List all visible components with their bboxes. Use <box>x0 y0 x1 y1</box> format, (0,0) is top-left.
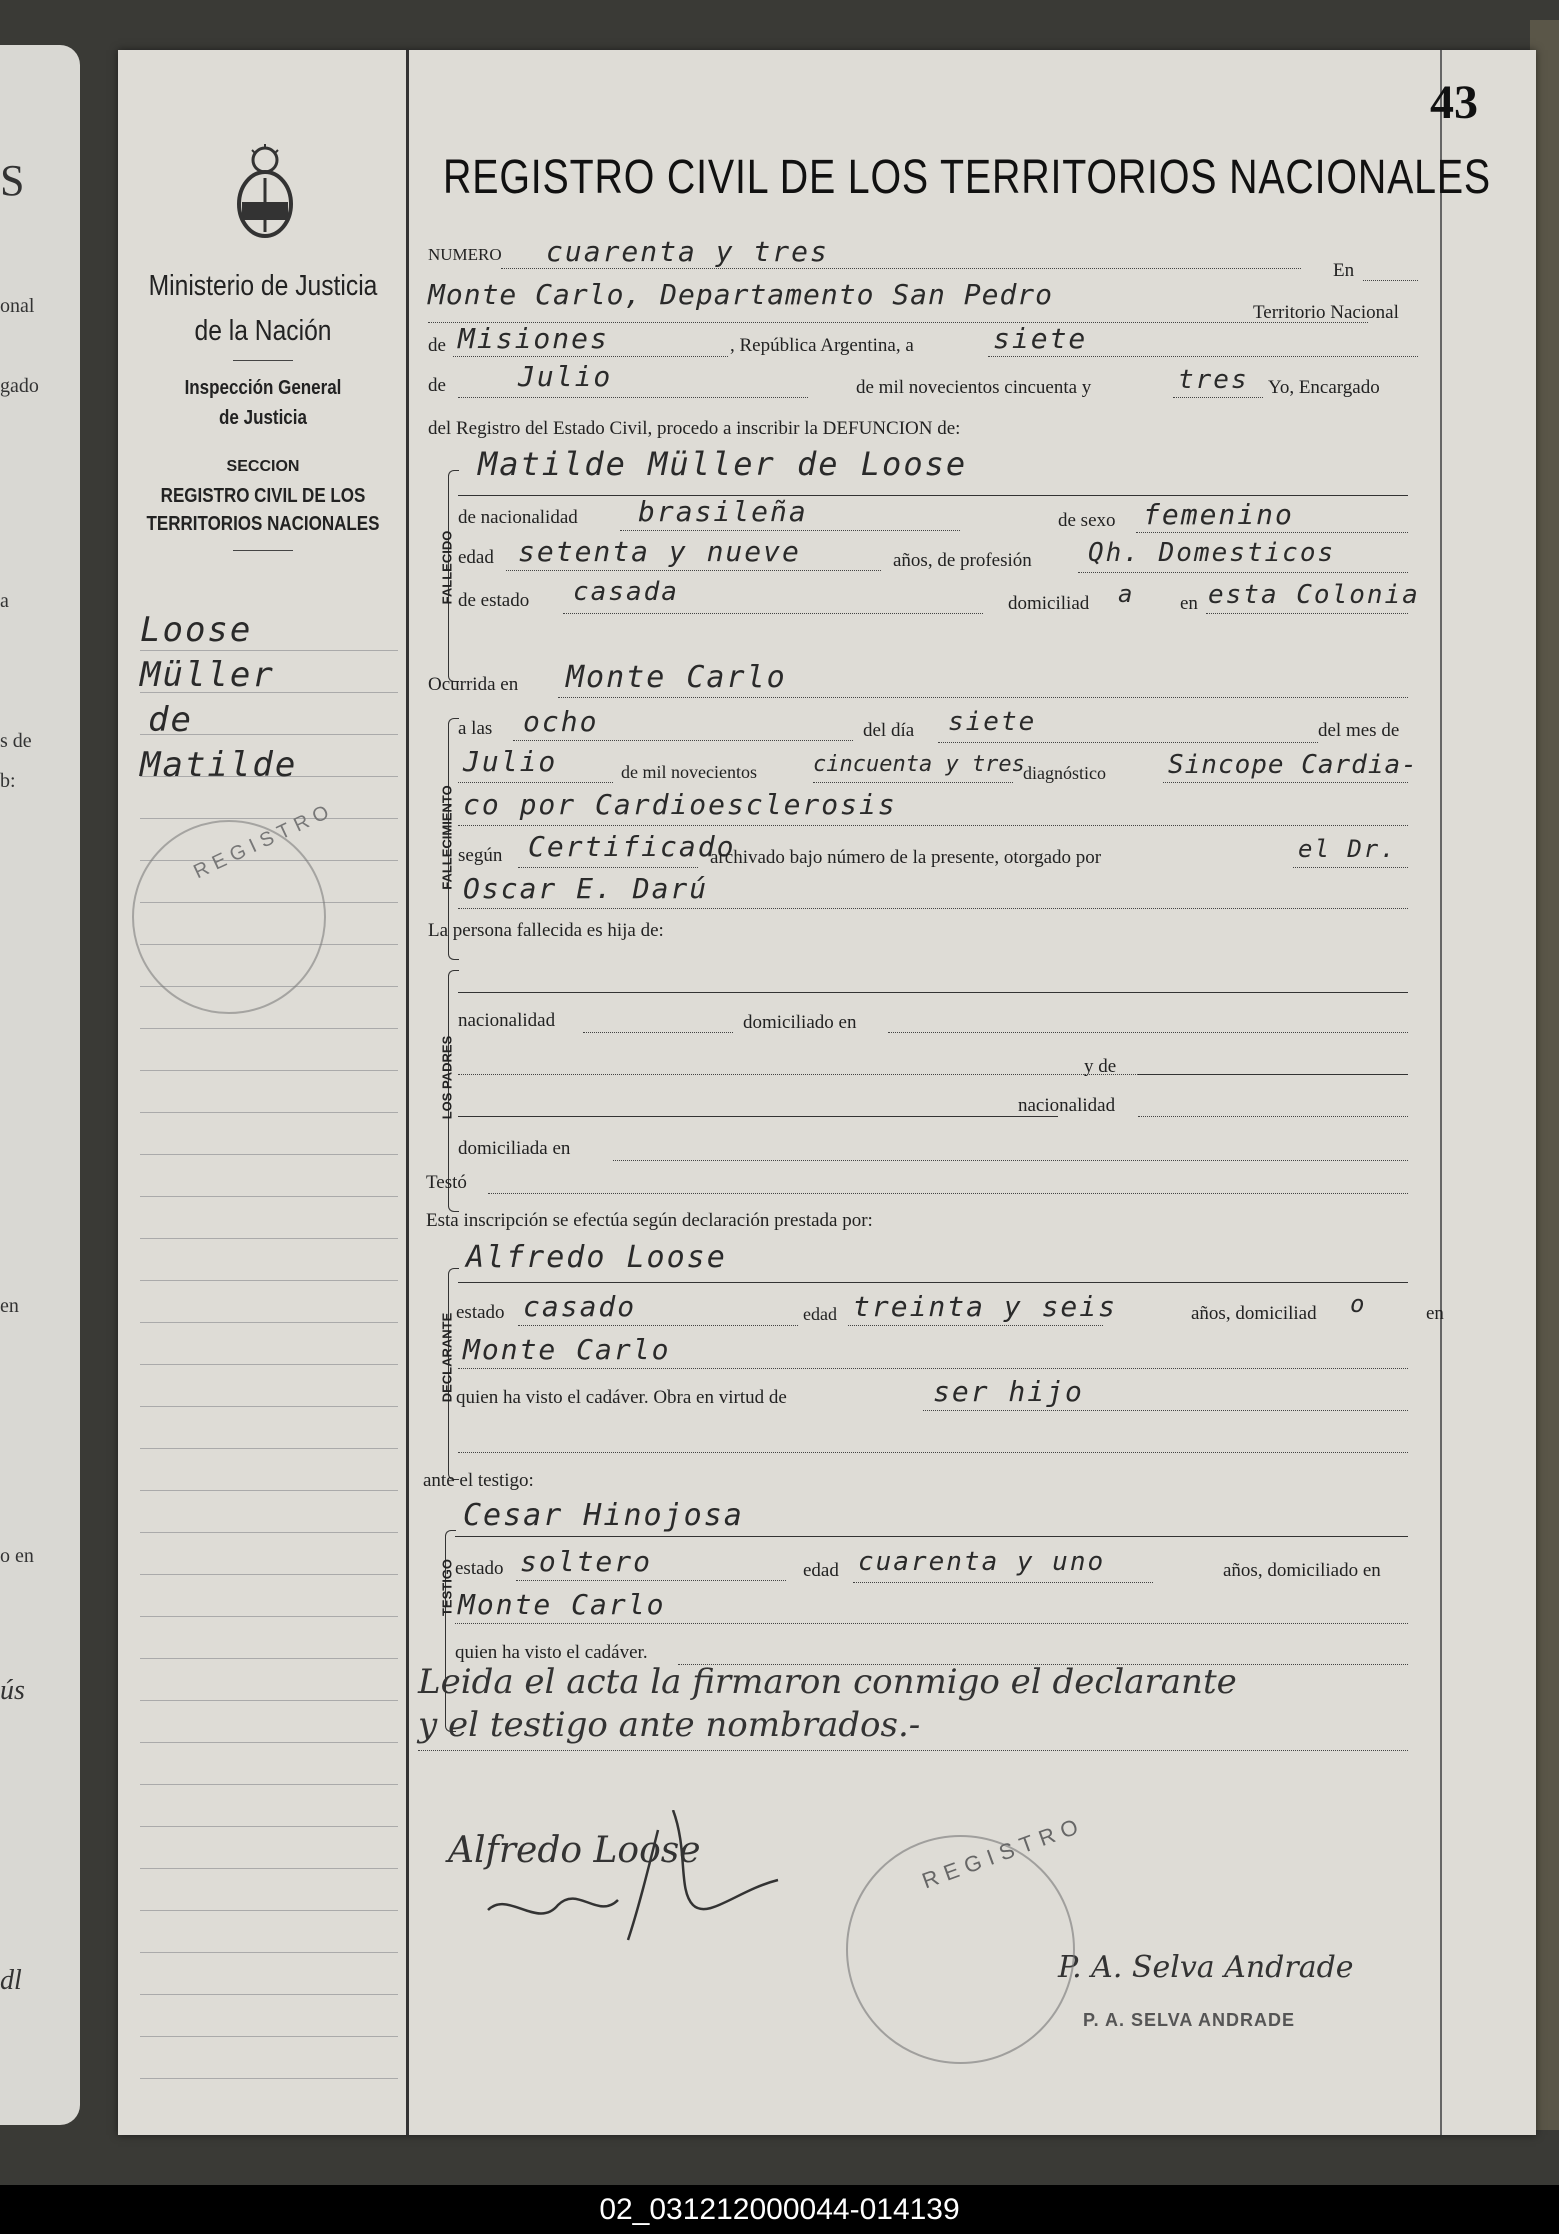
margin-name-line: de <box>148 700 193 740</box>
ocurrida-value: Monte Carlo <box>566 660 787 695</box>
estado-line <box>563 613 983 614</box>
testigo-section-label: TESTIGO <box>439 1558 455 1617</box>
ocurrida-label: Ocurrida en <box>428 674 519 695</box>
numero-label: NUMERO <box>428 245 502 264</box>
fallecido-section-label: FALLECIDO <box>439 530 455 605</box>
declarante-edad-label: edad <box>803 1304 837 1324</box>
declarante-domicilio-value: Monte Carlo <box>463 1333 671 1366</box>
dia-line <box>938 742 1318 743</box>
edad-value: setenta y nueve <box>518 535 801 568</box>
declarante-domiciliado-label: años, domiciliad <box>1191 1303 1317 1324</box>
testigo-edad-line <box>853 1582 1153 1583</box>
adjacent-fragment: en <box>0 1295 19 1317</box>
anio-value: cincuenta y tres <box>813 752 1025 777</box>
numero-line <box>501 268 1301 269</box>
margin-name-line: Matilde <box>140 745 298 785</box>
adjacent-fragment: s de <box>0 730 32 752</box>
margin-ruled-line <box>140 1700 398 1701</box>
diagnostico-value2: co por Cardioesclerosis <box>463 788 897 821</box>
madre-name-line <box>1138 1074 1408 1075</box>
month-value: Julio <box>518 360 613 393</box>
mes-line <box>458 782 613 783</box>
padres-nacionalidad2-label: nacionalidad <box>1018 1095 1116 1116</box>
padres-nacionalidad-label: nacionalidad <box>458 1010 556 1031</box>
margin-ruled-line <box>140 1658 398 1659</box>
diagnostico-line1 <box>1163 782 1408 783</box>
testigo-domicilio-value: Monte Carlo <box>458 1588 666 1621</box>
margin-ruled-line <box>140 1952 398 1953</box>
dia-label: del día <box>863 720 915 741</box>
ocurrida-line <box>558 697 1408 698</box>
margin-name-line: Loose <box>140 610 253 650</box>
margin-ruled-line <box>140 1322 398 1323</box>
margin-ruled-line <box>140 2078 398 2079</box>
page-number: 43 <box>1430 76 1478 129</box>
segun-value: Certificado <box>528 830 736 863</box>
alas-label: a las <box>458 718 493 739</box>
margin-ruled-line <box>140 1532 398 1533</box>
declarante-virtud-line <box>923 1410 1408 1411</box>
margin-ruled-line <box>140 1112 398 1113</box>
padres-domiciliada-line <box>613 1160 1408 1161</box>
diagnostico-value1: Sincope Cardia- <box>1168 750 1418 780</box>
diagnostico-line2 <box>458 825 1408 826</box>
profesion-label: años, de profesión <box>893 550 1032 571</box>
declarante-section-label: DECLARANTE <box>439 1312 455 1403</box>
yo-label: Yo, Encargado <box>1268 377 1380 398</box>
witness-signature-icon <box>478 1810 808 1950</box>
closing-line1: Leida el acta la firmaron conmigo el declarante <box>418 1662 1237 1702</box>
en-line <box>1363 280 1418 281</box>
margin-ruled-line <box>140 1826 398 1827</box>
territorio-value: Misiones <box>458 322 609 355</box>
profesion-line <box>1078 572 1408 573</box>
testo-line <box>488 1193 1408 1194</box>
en-label-fallecido: en <box>1180 593 1198 614</box>
margin-ruled-line <box>140 1364 398 1365</box>
testigo-estado-line <box>516 1580 786 1581</box>
declarante-edad-value: treinta y seis <box>853 1290 1118 1323</box>
margin-ruled-line <box>140 1490 398 1491</box>
margin-ruled-line <box>140 1616 398 1617</box>
dia-value: siete <box>948 707 1037 737</box>
hora-value: ocho <box>523 705 599 738</box>
section-line2: TERRITORIOS NACIONALES <box>146 513 380 535</box>
madre-line <box>458 1116 1058 1117</box>
adjacent-fragment: ús <box>0 1675 25 1706</box>
nacionalidad-line <box>620 530 960 531</box>
declarante-estado-label: estado <box>456 1302 505 1323</box>
inscripcion-text: Esta inscripción se efectúa según declaración prestada por: <box>426 1210 873 1231</box>
month-line <box>458 397 808 398</box>
padres-domicilio-line <box>888 1032 1408 1033</box>
en-label: En <box>1333 260 1355 281</box>
adjacent-fragment: onal <box>0 295 35 317</box>
place-value: Monte Carlo, Departamento San Pedro <box>428 278 1054 311</box>
testo-label: Testó <box>426 1172 467 1193</box>
coat-of-arms-icon <box>230 142 300 242</box>
mes-label: del mes de <box>1318 720 1400 741</box>
year-line <box>1173 397 1263 398</box>
declarante-extra-line <box>458 1452 1408 1453</box>
margin-ruled-line <box>140 1028 398 1029</box>
testigo-estado-value: soltero <box>520 1545 653 1578</box>
margin-ruled-line <box>140 1238 398 1239</box>
declarante-name: Alfredo Loose <box>466 1240 727 1275</box>
section-label: SECCION <box>226 458 300 475</box>
declarante-visto-text: quien ha visto el cadáver. Obra en virtud de <box>456 1387 787 1408</box>
estado-value: casada <box>573 577 679 607</box>
officer-stamp-text: P. A. SELVA ANDRADE <box>1083 2010 1296 2030</box>
margin-ruled-line <box>140 1994 398 1995</box>
stamp-text: REGISTRO <box>190 798 338 884</box>
mes-value: Julio <box>463 745 558 778</box>
fallecido-name: Matilde Müller de Loose <box>478 445 968 483</box>
adjacent-fragment: a <box>0 590 9 612</box>
stamp-text-bottom: REGISTRO <box>918 1811 1088 1894</box>
padres-domiciliado-label: domiciliado en <box>743 1012 857 1033</box>
nacionalidad-value: brasileña <box>638 495 808 528</box>
year-label: de mil novecientos cincuenta y <box>856 377 1092 398</box>
register-page <box>118 50 1536 2135</box>
testigo-edad-label: edad <box>803 1560 839 1581</box>
adjacent-page <box>0 45 80 2125</box>
testigo-edad-value: cuarenta y uno <box>858 1547 1106 1577</box>
ministry-line1: Ministerio de Justicia <box>148 270 378 302</box>
testigo-domiciliado-label: años, domiciliado en <box>1223 1560 1381 1581</box>
declarante-signature: Alfredo Loose <box>448 1830 701 1871</box>
otorgado-line1 <box>1293 867 1408 868</box>
territorio-label: Territorio Nacional <box>1253 302 1399 323</box>
fallecido-name-line <box>458 495 1408 496</box>
margin-ruled-line <box>140 1196 398 1197</box>
testigo-estado-label: estado <box>455 1558 504 1579</box>
margin-ruled-line <box>140 1784 398 1785</box>
declarante-en-label: en <box>1426 1303 1444 1324</box>
anio-label: de mil novecientos <box>621 762 757 782</box>
margin-name-line: Müller <box>140 655 275 695</box>
margin-ruled-line <box>140 1406 398 1407</box>
segun-label: según <box>458 845 503 866</box>
edad-line <box>506 570 881 571</box>
header-rule <box>233 550 293 551</box>
declarante-estado-line <box>518 1325 798 1326</box>
otorgado-value1: el Dr. <box>1298 835 1397 863</box>
margin-divider <box>406 50 409 2135</box>
closing-line <box>418 1750 1408 1751</box>
testigo-name-line <box>455 1536 1408 1537</box>
estado-label: de estado <box>458 590 530 611</box>
de2-label: de <box>428 375 446 396</box>
territorio-line <box>453 356 728 357</box>
margin-ruled-line <box>140 2036 398 2037</box>
profesion-value: Qh. Domesticos <box>1088 538 1336 568</box>
inspection-line1: Inspección General <box>184 377 342 399</box>
hora-line <box>513 740 853 741</box>
segun-line <box>518 867 698 868</box>
closing-line2: y el testigo ante nombrados.- <box>418 1705 921 1745</box>
padres-domiciliada-label: domiciliada en <box>458 1138 571 1159</box>
numero-value: cuarenta y tres <box>546 235 829 268</box>
year-value: tres <box>1178 365 1249 395</box>
padre-name-line <box>458 992 1408 993</box>
archivado-text: archivado bajo número de la presente, otorgado por <box>710 847 1102 868</box>
page-title: REGISTRO CIVIL DE LOS TERRITORIOS NACIONALES <box>443 151 1492 204</box>
footer-id: 02_031212000044-014139 <box>0 2185 1559 2234</box>
header-rule <box>233 360 293 361</box>
margin-ruled-line <box>140 1574 398 1575</box>
otorgado-value2: Oscar E. Darú <box>463 872 709 905</box>
margin-ruled-line <box>140 1448 398 1449</box>
testigo-visto-text: quien ha visto el cadáver. <box>455 1642 648 1663</box>
testigo-name: Cesar Hinojosa <box>463 1498 744 1533</box>
section-line1: REGISTRO CIVIL DE LOS <box>160 485 366 507</box>
adjacent-fragment: gado <box>0 375 39 397</box>
inspection-line2: de Justicia <box>219 407 307 429</box>
right-margin-line <box>1440 50 1442 2135</box>
adjacent-fragment: S <box>0 156 25 205</box>
margin-ruled-line <box>140 1910 398 1911</box>
day-value: siete <box>993 322 1088 355</box>
padres-section-label: LOS PADRES <box>439 1035 455 1120</box>
adjacent-fragment: b: <box>0 770 16 792</box>
otorgado-line2 <box>458 908 1408 909</box>
margin-ruled-line <box>140 650 398 651</box>
margin-ruled-line <box>140 1154 398 1155</box>
adjacent-fragment: dl <box>0 1965 22 1996</box>
declarante-virtud-value: ser hijo <box>933 1375 1084 1408</box>
adjacent-fragment: o en <box>0 1545 34 1567</box>
margin-ruled-line <box>140 1280 398 1281</box>
fallecimiento-section-label: FALLECIMIENTO <box>439 785 455 890</box>
sexo-value: femenino <box>1143 498 1294 531</box>
padres-line <box>458 1074 1178 1075</box>
y-de-label: y de <box>1084 1056 1117 1077</box>
anio-line <box>813 782 1013 783</box>
declarante-domiciliado-suffix: o <box>1350 1290 1367 1318</box>
sexo-label: de sexo <box>1058 510 1116 531</box>
sexo-line <box>1136 532 1408 533</box>
de-label: de <box>428 335 446 356</box>
hija-text: La persona fallecida es hija de: <box>428 920 664 941</box>
margin-ruled-line <box>140 1070 398 1071</box>
edad-label: edad <box>458 547 494 568</box>
testigo-intro: ante el testigo: <box>423 1470 534 1491</box>
declarante-estado-value: casado <box>523 1290 637 1323</box>
margin-ruled-line <box>140 818 398 819</box>
republica-label: , República Argentina, a <box>730 335 914 356</box>
diagnostico-label: diagnóstico <box>1023 763 1106 783</box>
domiciliado-suffix: a <box>1118 580 1135 608</box>
declarante-domicilio-line <box>458 1368 1408 1369</box>
day-line <box>988 356 1418 357</box>
domiciliado-label: domiciliad <box>1008 593 1090 614</box>
declarante-edad-line <box>848 1325 1103 1326</box>
padres-nacionalidad-line <box>583 1032 733 1033</box>
margin-ruled-line <box>140 1742 398 1743</box>
domicilio-value: esta Colonia <box>1208 580 1420 610</box>
testigo-domicilio-line <box>455 1623 1408 1624</box>
officer-signature: P. A. Selva Andrade <box>1058 1950 1354 1985</box>
declarante-name-line <box>458 1282 1408 1283</box>
madre-nacionalidad-line <box>1138 1116 1408 1117</box>
nacionalidad-label: de nacionalidad <box>458 507 578 528</box>
ministry-line2: de la Nación <box>194 315 332 347</box>
margin-ruled-line <box>140 1868 398 1869</box>
registro-text: del Registro del Estado Civil, procedo a inscribir la DEFUNCION de: <box>428 418 961 439</box>
domicilio-line <box>1206 613 1408 614</box>
